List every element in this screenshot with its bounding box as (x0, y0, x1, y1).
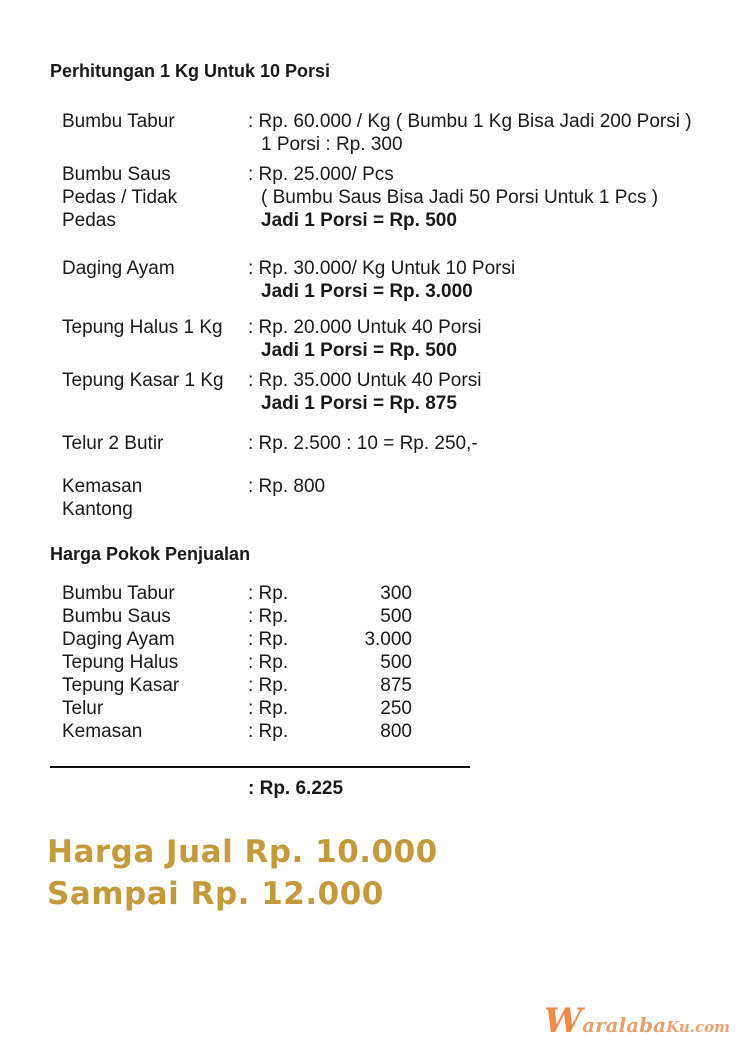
watermark-initial: W (543, 1001, 583, 1041)
hpp-row (62, 582, 482, 605)
hpp-amount: 3.000 (364, 629, 412, 650)
hpp-amount: 875 (380, 675, 412, 696)
hpp-row (62, 697, 482, 720)
watermark-suffix: Ku.com (666, 1018, 730, 1036)
item-label-kemasan: Kemasan Kantong (62, 476, 143, 520)
hpp-name: Bumbu Tabur (62, 583, 175, 604)
watermark-logo (544, 1001, 730, 1041)
hpp-currency: : Rp. (248, 606, 289, 627)
hpp-name: Daging Ayam (62, 629, 175, 650)
value-line: : Rp. 800 (248, 476, 326, 497)
hpp-currency: : Rp. (248, 629, 289, 650)
item-value-tepung-halus (248, 316, 733, 362)
value-line-result: Jadi 1 Porsi = Rp. 3.000 (261, 281, 473, 302)
hpp-name: Kemasan (62, 721, 143, 742)
hpp-name: Bumbu Saus (62, 606, 171, 627)
hpp-amount: 800 (380, 721, 412, 742)
item-value-bumbu-saus (248, 163, 733, 232)
item-value-daging-ayam (248, 257, 733, 303)
item-label-tepung-halus: Tepung Halus 1 Kg (62, 317, 223, 338)
item-label-bumbu-tabur: Bumbu Tabur (62, 111, 175, 132)
value-line: 1 Porsi : Rp. 300 (261, 134, 403, 155)
hpp-name: Telur (62, 698, 104, 719)
hpp-amount: 250 (380, 698, 412, 719)
value-line-result: Jadi 1 Porsi = Rp. 500 (261, 210, 457, 231)
hpp-row (62, 674, 482, 697)
item-value-bumbu-tabur (248, 110, 733, 156)
value-line-result: Jadi 1 Porsi = Rp. 500 (261, 340, 457, 361)
hpp-amount: 500 (380, 606, 412, 627)
hpp-row (62, 605, 482, 628)
hpp-total: : Rp. 6.225 (248, 778, 344, 799)
selling-price-line1: Harga Jual Rp. 10.000 (47, 834, 438, 870)
value-line: : Rp. 35.000 Untuk 40 Porsi (248, 370, 482, 391)
hpp-name: Tepung Kasar (62, 675, 180, 696)
total-divider (50, 766, 470, 768)
value-line: ( Bumbu Saus Bisa Jadi 50 Porsi Untuk 1 Pcs ) (261, 187, 659, 208)
hpp-currency: : Rp. (248, 652, 289, 673)
item-label-daging-ayam: Daging Ayam (62, 258, 175, 279)
selling-price-line2: Sampai Rp. 12.000 (47, 876, 384, 912)
hpp-currency: : Rp. (248, 721, 289, 742)
value-line: : Rp. 60.000 / Kg ( Bumbu 1 Kg Bisa Jadi 200 Porsi ) (248, 111, 692, 132)
watermark-text: aralaba (582, 1013, 667, 1037)
hpp-currency: : Rp. (248, 675, 289, 696)
item-label-bumbu-saus: Bumbu Saus Pedas / Tidak Pedas (62, 164, 178, 231)
value-line-result: Jadi 1 Porsi = Rp. 875 (261, 393, 457, 414)
item-value-tepung-kasar (248, 369, 733, 415)
hpp-row (62, 720, 482, 743)
section-title-hpp: Harga Pokok Penjualan (50, 544, 251, 564)
item-label-telur: Telur 2 Butir (62, 433, 164, 454)
value-line: : Rp. 30.000/ Kg Untuk 10 Porsi (248, 258, 516, 279)
hpp-currency: : Rp. (248, 698, 289, 719)
hpp-row (62, 651, 482, 674)
value-line: : Rp. 20.000 Untuk 40 Porsi (248, 317, 482, 338)
hpp-amount: 300 (380, 583, 412, 604)
hpp-row (62, 628, 482, 651)
hpp-currency: : Rp. (248, 583, 289, 604)
item-value-kemasan (248, 475, 733, 498)
item-label-tepung-kasar: Tepung Kasar 1 Kg (62, 370, 224, 391)
item-value-telur (248, 432, 733, 455)
hpp-name: Tepung Halus (62, 652, 179, 673)
value-line: : Rp. 2.500 : 10 = Rp. 250,- (248, 433, 478, 454)
value-line: : Rp. 25.000/ Pcs (248, 164, 394, 185)
hpp-amount: 500 (380, 652, 412, 673)
section-title-perhitungan: Perhitungan 1 Kg Untuk 10 Porsi (50, 61, 331, 81)
